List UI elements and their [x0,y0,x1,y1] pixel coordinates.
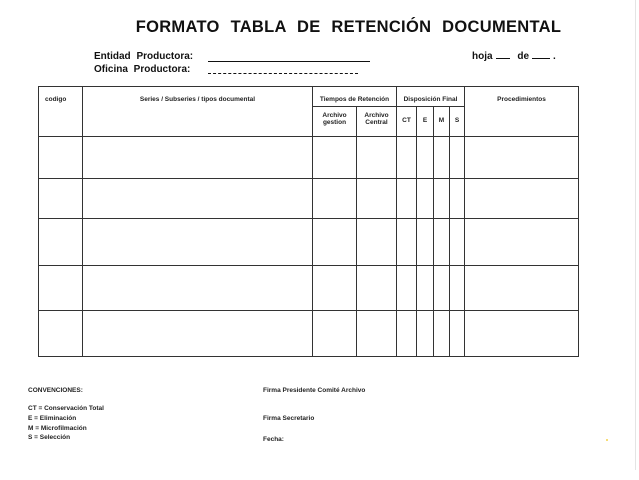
cell-series[interactable] [83,137,313,179]
cell-codigo[interactable] [39,137,83,179]
oficina-productora-label: Oficina Productora: [94,64,191,75]
cell-codigo[interactable] [39,311,83,357]
total-pages-field[interactable] [532,58,550,59]
header-tiempos-retencion: Tiempos de Retención [313,87,397,107]
cell-s[interactable] [450,219,465,266]
hoja-field[interactable] [496,58,510,59]
cell-s[interactable] [450,266,465,311]
cell-m[interactable] [434,137,450,179]
cell-archivo-central[interactable] [357,137,397,179]
cell-m[interactable] [434,179,450,219]
cell-m[interactable] [434,266,450,311]
table-row [39,311,579,357]
convention-m: M = Microfilmación [28,425,87,432]
document-title: FORMATO TABLA DE RETENCIÓN DOCUMENTAL [135,18,562,36]
header-procedimientos: Procedimientos [465,87,579,137]
entidad-productora-label: Entidad Productora: [94,51,194,62]
cell-ct[interactable] [397,311,417,357]
header-archivo-gestion: Archivo gestion [313,107,357,137]
page-edge-divider [635,0,636,470]
cell-s[interactable] [450,179,465,219]
table-row [39,179,579,219]
cell-series[interactable] [83,219,313,266]
cell-e[interactable] [417,137,434,179]
cell-ct[interactable] [397,219,417,266]
header-s: S [450,107,465,137]
header-m: M [434,107,450,137]
cell-m[interactable] [434,219,450,266]
header-ct: CT [397,107,417,137]
table-row [39,137,579,179]
table-row [39,266,579,311]
table-row [39,219,579,266]
cell-series[interactable] [83,179,313,219]
cell-archivo-central[interactable] [357,179,397,219]
cell-series[interactable] [83,266,313,311]
cell-series[interactable] [83,311,313,357]
hoja-label: hoja [472,51,493,62]
cell-e[interactable] [417,266,434,311]
cell-e[interactable] [417,179,434,219]
cell-archivo-gestion[interactable] [313,137,357,179]
header-e: E [417,107,434,137]
cell-s[interactable] [450,311,465,357]
cell-codigo[interactable] [39,266,83,311]
cell-procedimientos[interactable] [465,219,579,266]
cell-procedimientos[interactable] [465,311,579,357]
cell-procedimientos[interactable] [465,266,579,311]
cell-ct[interactable] [397,137,417,179]
header-disposicion-final: Disposición Final [397,87,465,107]
header-archivo-central: Archivo Central [357,107,397,137]
cell-archivo-central[interactable] [357,219,397,266]
signature-secretario-label: Firma Secretario [263,415,315,422]
cell-m[interactable] [434,311,450,357]
convention-s: S = Selección [28,434,71,441]
cell-archivo-gestion[interactable] [313,311,357,357]
cell-archivo-central[interactable] [357,266,397,311]
convention-e: E = Eliminación [28,415,77,422]
page-end-dot: . [553,51,556,62]
cell-archivo-gestion[interactable] [313,266,357,311]
cell-archivo-gestion[interactable] [313,219,357,266]
retention-table [38,86,579,357]
stray-mark [606,439,608,441]
cell-s[interactable] [450,137,465,179]
signature-presidente-label: Firma Presidente Comité Archivo [263,387,366,394]
cell-procedimientos[interactable] [465,179,579,219]
conventions-heading: CONVENCIONES: [28,387,83,394]
page-number-group [472,51,556,62]
cell-ct[interactable] [397,179,417,219]
entidad-productora-field[interactable] [208,61,370,62]
cell-codigo[interactable] [39,219,83,266]
cell-e[interactable] [417,311,434,357]
oficina-productora-field[interactable] [208,73,358,74]
fecha-label: Fecha: [263,436,284,443]
cell-procedimientos[interactable] [465,137,579,179]
de-label: de [517,51,530,62]
cell-archivo-central[interactable] [357,311,397,357]
cell-ct[interactable] [397,266,417,311]
cell-codigo[interactable] [39,179,83,219]
cell-archivo-gestion[interactable] [313,179,357,219]
convention-ct: CT = Conservación Total [28,405,104,412]
header-codigo: codigo [39,87,83,137]
header-series: Series / Subseries / tipos documental [83,87,313,137]
cell-e[interactable] [417,219,434,266]
